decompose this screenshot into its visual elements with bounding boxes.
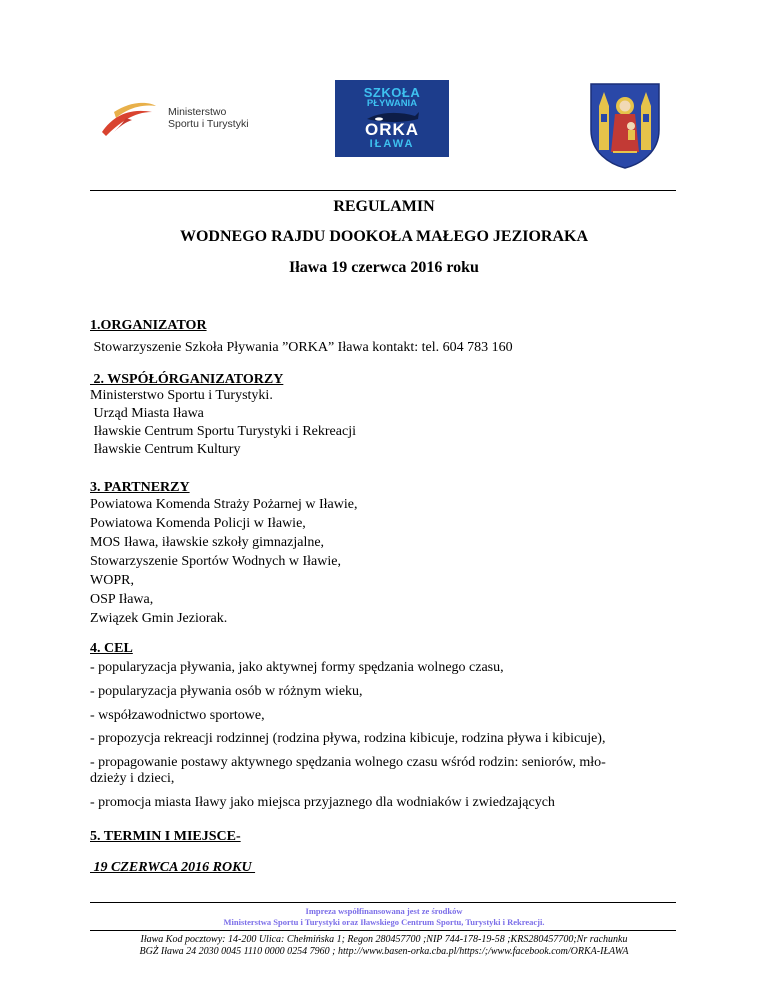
orka-logo-line4: IŁAWA [369, 138, 415, 150]
footer-divider-top [90, 902, 676, 903]
coorganizer-item: Ministerstwo Sportu i Turystyki. [90, 388, 273, 403]
section-1-heading: 1.ORGANIZATOR [90, 318, 207, 333]
footer-divider-bottom [90, 930, 676, 931]
orka-logo-line2: PŁYWANIA [366, 98, 418, 109]
ministry-logo-line1: Ministerstwo [168, 106, 227, 118]
section-3-heading: 3. PARTNERZY [90, 480, 190, 495]
logo-bar [0, 78, 768, 168]
goal-item: - popularyzacja pływania, jako aktywnej formy spędzania wolnego czasu, [90, 660, 504, 675]
goal-item: - promocja miasta Iławy jako miejsca przyjaznego dla wodniaków i zwiedzających [90, 795, 555, 810]
doc-title: REGULAMIN [333, 198, 435, 215]
footer-funding-line1: Impreza współfinansowana jest ze środków [305, 906, 463, 916]
partner-item: Powiatowa Komenda Straży Pożarnej w Iławie, [90, 497, 358, 512]
partner-item: Związek Gmin Jeziorak. [90, 611, 228, 626]
partner-item: MOS Iława, iławskie szkoły gimnazjalne, [90, 535, 325, 550]
ministry-emblem-icon [92, 92, 162, 142]
goal-item-continued: dzieży i dzieci, [90, 771, 175, 786]
doc-subtitle: WODNEGO RAJDU DOOKOŁA MAŁEGO JEZIORAKA [179, 228, 589, 245]
orka-logo-line1: SZKOŁA [363, 85, 421, 100]
goal-item: - popularyzacja pływania osób w różnym wieku, [90, 684, 363, 699]
goal-item: - współzawodnictwo sportowe, [90, 708, 265, 723]
partner-item: Powiatowa Komenda Policji w Iławie, [90, 516, 306, 531]
ministry-logo [92, 92, 272, 142]
coorganizer-item: Iławskie Centrum Kultury [90, 442, 241, 457]
coorganizer-item: Iławskie Centrum Sportu Turystyki i Rekreacji [90, 424, 356, 439]
section-5-heading: 5. TERMIN I MIEJSCE- [90, 829, 241, 844]
organizer-text: Stowarzyszenie Szkoła Pływania ”ORKA” Iława kontakt: tel. 604 783 160 [90, 340, 513, 355]
partner-item: WOPR, [90, 573, 134, 588]
coat-of-arms-icon [585, 80, 665, 170]
doc-date-place: Iława 19 czerwca 2016 roku [289, 259, 479, 276]
footer-funding-line2: Ministerstwa Sportu i Turystyki oraz Iławskiego Centrum Sportu, Turystyki i Rekreacji. [223, 917, 545, 927]
ministry-logo-line2: Sportu i Turystyki [168, 118, 249, 130]
section-2-heading: 2. WSPÓŁÓRGANIZATORZY [90, 372, 284, 387]
coorganizer-item: Urząd Miasta Iława [90, 406, 204, 421]
orka-logo [335, 80, 449, 157]
footer-address: Iława Kod pocztowy: 14-200 Ulica: Chełmińska 1; Regon 280457700 ;NIP 744-178-19-58 ;KRS280457700;Nr rachunku [140, 934, 628, 945]
goal-item: - propozycja rekreacji rodzinnej (rodzina pływa, rodzina kibicuje, rodzina pływa i kibicuje), [90, 731, 606, 746]
orka-logo-line3: ORKA [364, 120, 420, 139]
section-4-heading: 4. CEL [90, 641, 133, 656]
goal-item: - propagowanie postawy aktywnego spędzania wolnego czasu wśród rodzin: seniorów, mło- [90, 755, 606, 770]
partner-item: OSP Iława, [90, 592, 154, 607]
event-date: 19 CZERWCA 2016 ROKU [90, 860, 256, 875]
ilawa-coat-of-arms [585, 80, 665, 170]
partner-item: Stowarzyszenie Sportów Wodnych w Iławie, [90, 554, 341, 569]
footer-bank-links: BGŻ Iława 24 2030 0045 1110 0000 0254 7960 ; http://www.basen-orka.cba.pl/https:/;/www.facebook.com/ORKA-IŁAWA [139, 946, 629, 957]
header-divider [90, 190, 676, 191]
